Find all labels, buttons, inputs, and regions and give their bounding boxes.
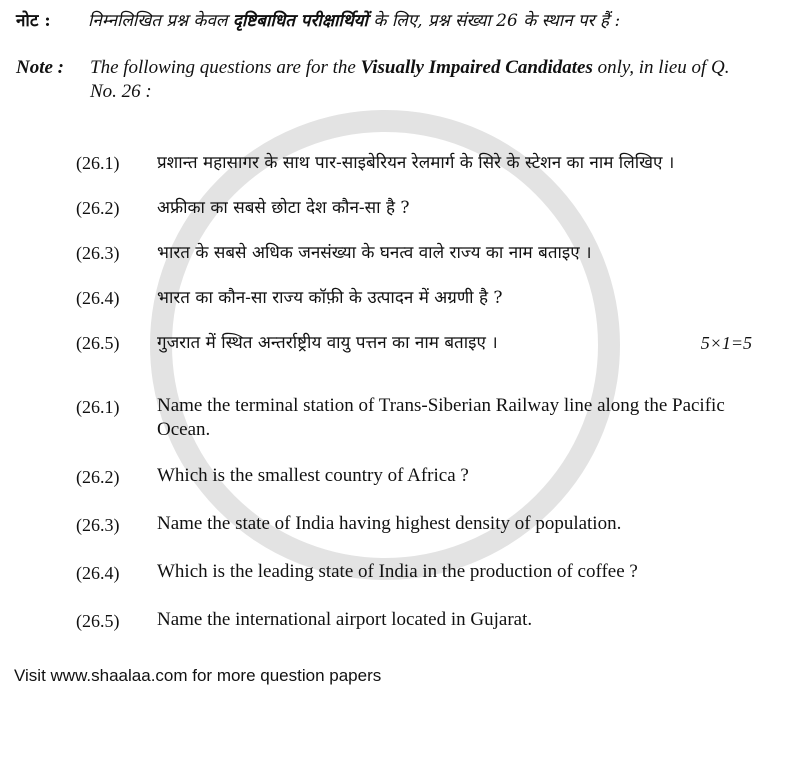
question-number: (26.1) bbox=[76, 397, 120, 417]
question-row bbox=[76, 240, 752, 266]
note-bold-text: दृष्टिबाधित परीक्षार्थियों bbox=[232, 11, 368, 31]
question-text: भारत का कौन-सा राज्य कॉफ़ी के उत्पादन में अग्रणी है ? bbox=[157, 288, 503, 308]
questions-english bbox=[76, 394, 752, 634]
question-number: (26.1) bbox=[76, 153, 120, 173]
question-number: (26.2) bbox=[76, 467, 120, 487]
note-text-part: निम्नलिखित प्रश्न केवल bbox=[88, 11, 233, 31]
question-row bbox=[76, 512, 752, 538]
question-text: Name the state of India having highest density of population. bbox=[157, 513, 622, 534]
question-text: Name the international airport located in Gujarat. bbox=[157, 609, 533, 630]
question-text: Name the terminal station of Trans-Siberian Railway line along the Pacific Ocean. bbox=[157, 395, 725, 440]
footer-link[interactable]: Visit www.shaalaa.com for more question papers bbox=[14, 666, 382, 685]
note-english bbox=[16, 56, 752, 104]
question-row bbox=[76, 608, 752, 634]
note-text-part: के लिए, प्रश्न संख्या 26 के स्थान पर हैं : bbox=[367, 11, 621, 31]
question-text: भारत के सबसे अधिक जनसंख्या के घनत्व वाले राज्य का नाम बताइए । bbox=[157, 243, 592, 263]
question-text: गुजरात में स्थित अन्तर्राष्ट्रीय वायु पत्तन का नाम बताइए । bbox=[157, 333, 498, 353]
question-row bbox=[76, 560, 752, 586]
question-text: अफ्रीका का सबसे छोटा देश कौन-सा है ? bbox=[157, 198, 410, 218]
question-number: (26.5) bbox=[76, 611, 120, 631]
questions-hindi bbox=[76, 150, 752, 356]
marks-allocation: 5×1=5 bbox=[700, 333, 752, 353]
question-number: (26.5) bbox=[76, 333, 120, 353]
question-number: (26.4) bbox=[76, 563, 120, 583]
question-row bbox=[76, 195, 752, 221]
question-row bbox=[76, 330, 752, 356]
note-hindi bbox=[16, 8, 752, 34]
question-number: (26.2) bbox=[76, 198, 120, 218]
note-label-english: Note : bbox=[16, 57, 65, 78]
note-text-english bbox=[90, 56, 752, 104]
question-text: प्रशान्त महासागर के साथ पार-साइबेरियन रेलमार्ग के सिरे के स्टेशन का नाम लिखिए । bbox=[157, 153, 675, 173]
question-text: Which is the leading state of India in the production of coffee ? bbox=[157, 561, 638, 582]
question-number: (26.3) bbox=[76, 243, 120, 263]
question-number: (26.3) bbox=[76, 515, 120, 535]
question-row bbox=[76, 150, 752, 176]
question-number: (26.4) bbox=[76, 288, 120, 308]
note-text-part: only, in lieu of Q. No. 26 : bbox=[90, 57, 730, 102]
note-text-hindi bbox=[88, 8, 752, 34]
note-text-part: The following questions are for the bbox=[90, 57, 361, 78]
note-label-hindi: नोट : bbox=[16, 11, 51, 31]
question-text: Which is the smallest country of Africa ? bbox=[157, 465, 469, 486]
note-bold-text: Visually Impaired Candidates bbox=[360, 57, 593, 78]
question-row bbox=[76, 394, 752, 442]
question-row bbox=[76, 285, 752, 311]
question-row bbox=[76, 464, 752, 490]
